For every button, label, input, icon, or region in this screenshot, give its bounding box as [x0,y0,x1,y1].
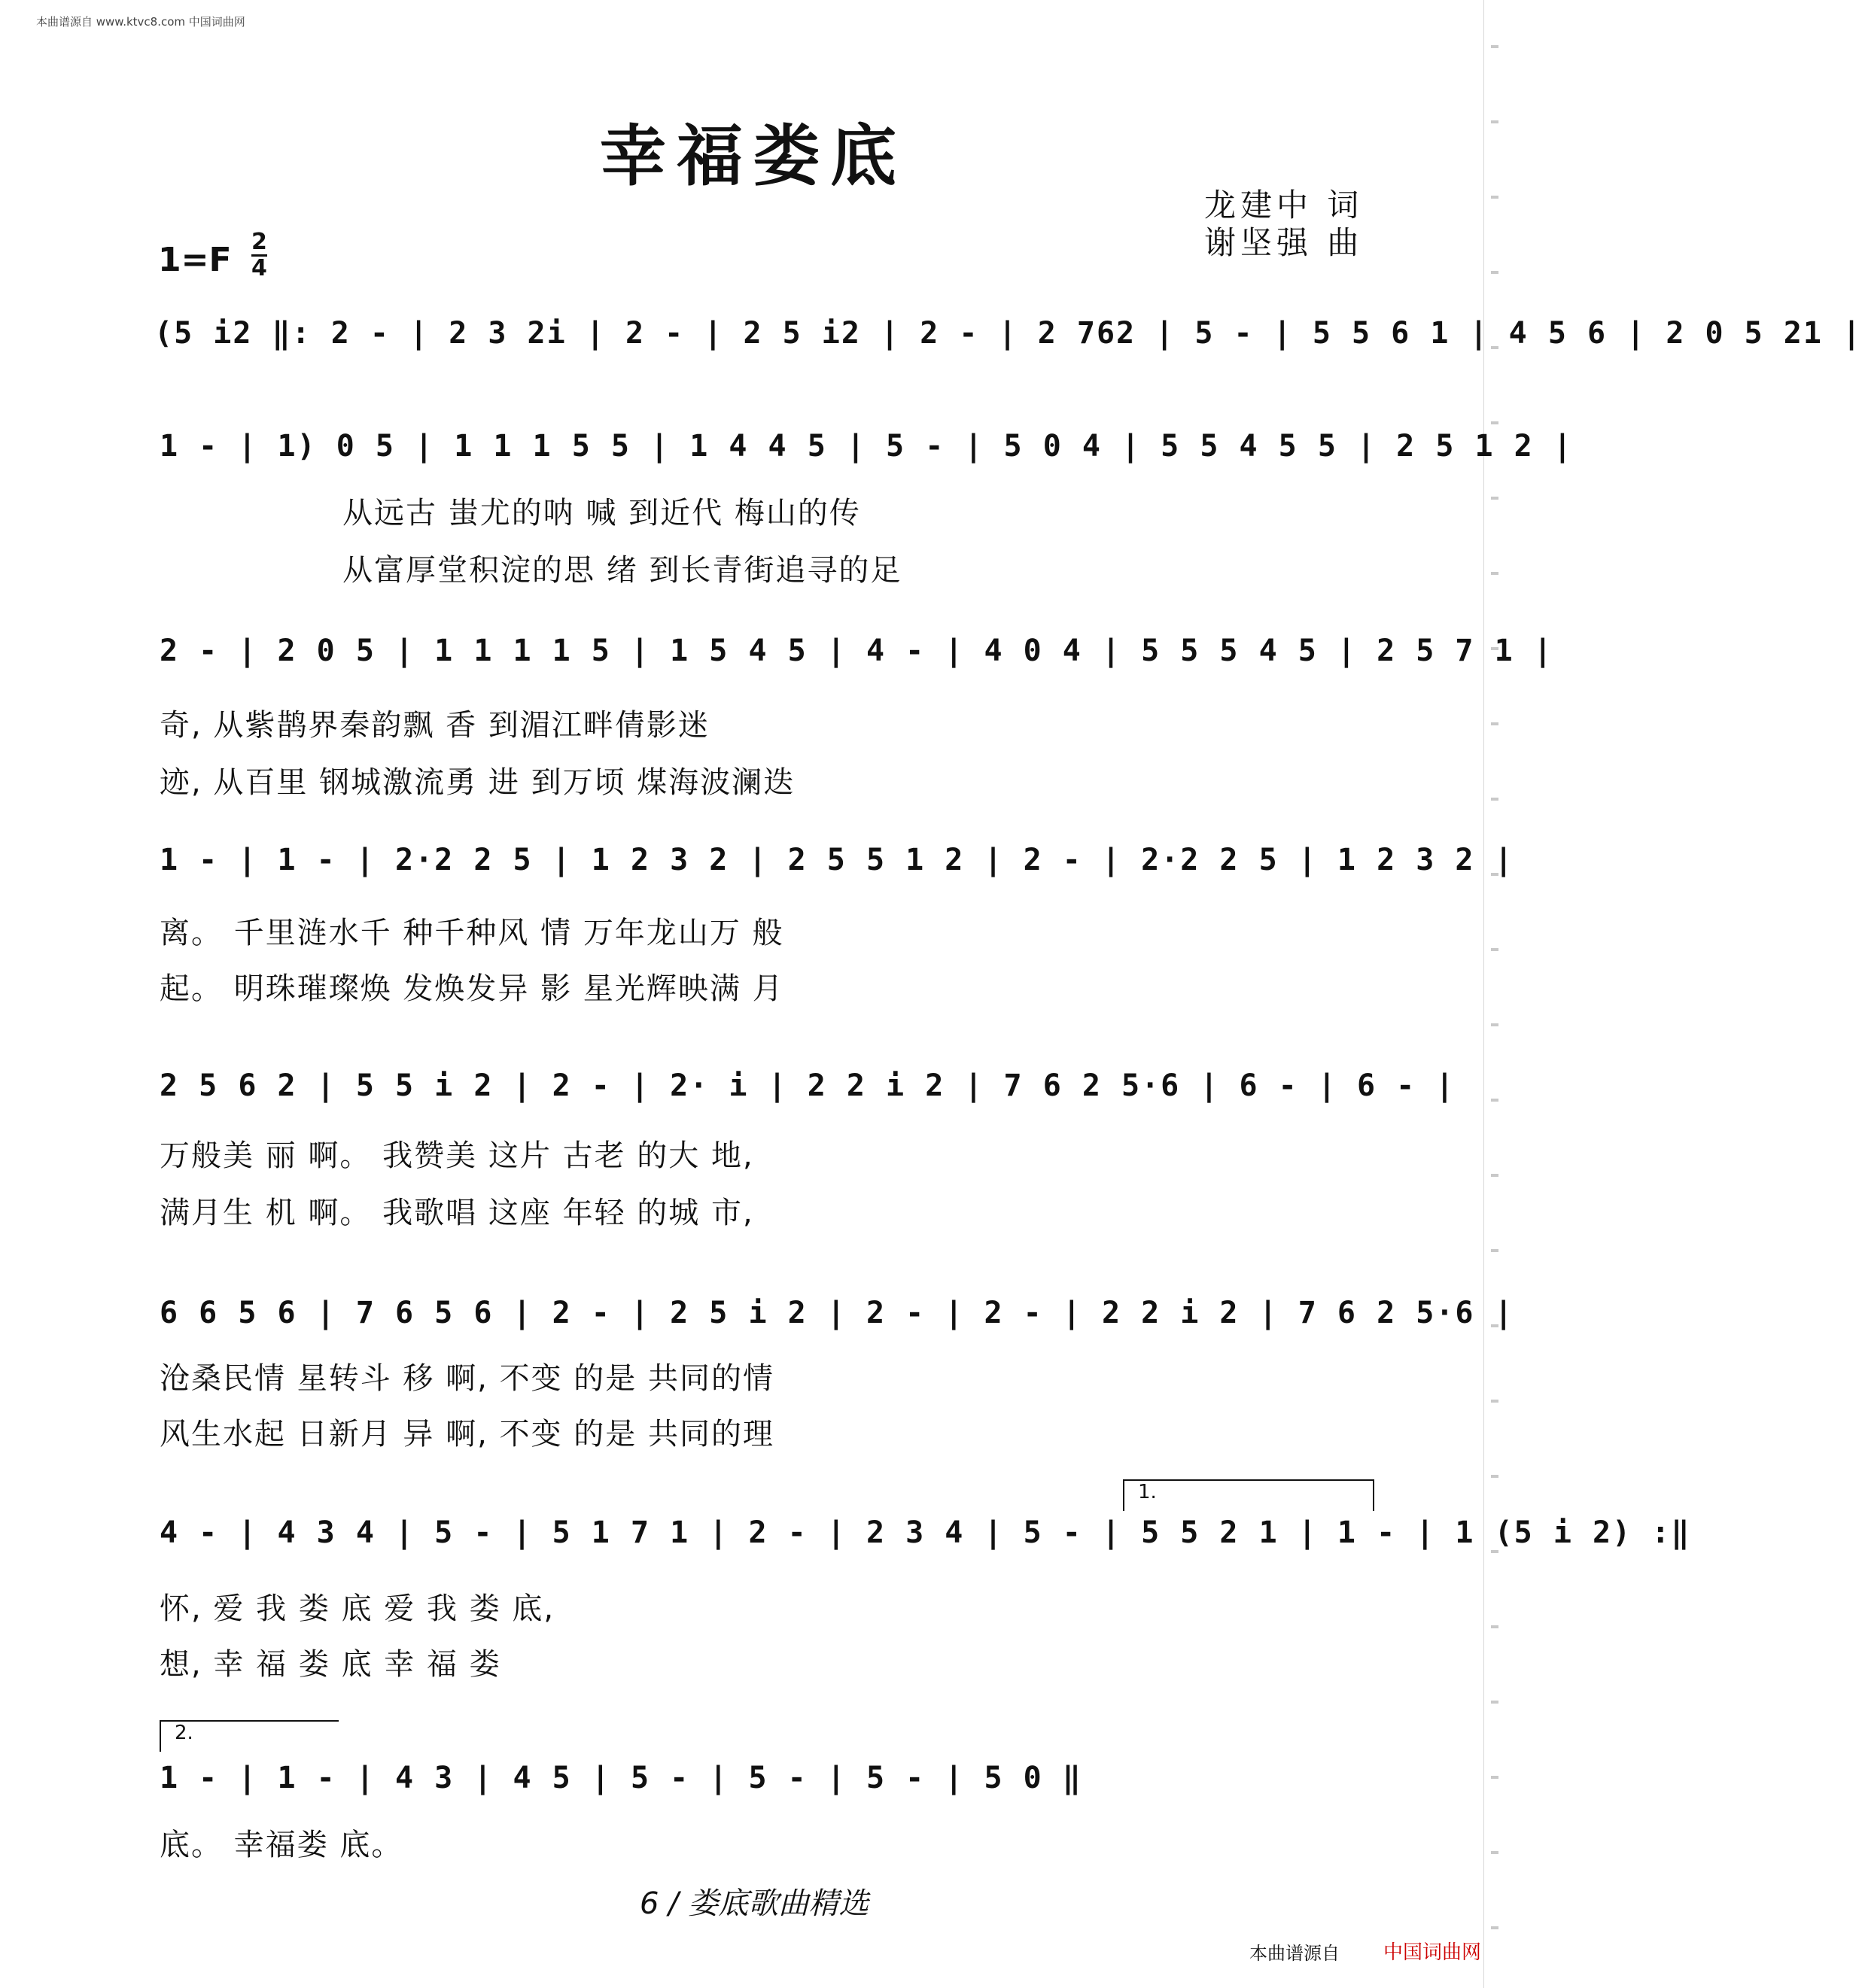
first-ending-bracket [1123,1479,1374,1511]
notation-row-4: 1 - | 1 - | 2·2 2 5 | 1 2 3 2 | 2 5 5 1 2 | 2 - | 2·2 2 5 | 1 2 3 2 | [160,843,1514,877]
lyricist-credit: 龙建中 词 [1204,187,1364,223]
notation-row-6: 6 6 5 6 | 7 6 5 6 | 2 - | 2 5 i 2 | 2 - | 2 - | 2 2 i 2 | 7 6 2 5·6 | [160,1296,1514,1330]
lyric-row-2-verse-2: 从富厚堂积淀的思 绪 到长青街追寻的足 [342,553,902,588]
lyric-row-6-verse-1: 沧桑民情 星转斗 移 啊, 不变 的是 共同的情 [160,1361,775,1396]
lyric-row-4-verse-1: 离。 千里涟水千 种千种风 情 万年龙山万 般 [160,916,784,950]
lyric-row-5-verse-2: 满月生 机 啊。 我歌唱 这座 年轻 的城 市, [160,1196,754,1230]
time-signature-numerator: 2 [251,229,267,255]
time-signature-denominator: 4 [251,255,267,281]
notation-row-7: 4 - | 4 3 4 | 5 - | 5 1 7 1 | 2 - | 2 3 4 | 5 - | 5 5 2 1 | 1 - | 1 (5 i 2) :‖ [160,1515,1691,1550]
time-signature [251,230,267,281]
lyric-row-3-verse-2: 迹, 从百里 钢城激流勇 进 到万顷 煤海波澜迭 [160,765,796,800]
notation-row-5: 2 5 6 2 | 5 5 i 2 | 2 - | 2· i | 2 2 i 2 | 7 6 2 5·6 | 6 - | 6 - | [160,1068,1456,1103]
lyric-row-4-verse-2: 起。 明珠璀璨焕 发焕发异 影 星光辉映满 月 [160,971,784,1006]
second-ending-label: 2. [175,1722,193,1744]
song-title: 幸福娄底 [599,117,907,195]
key-signature: 1=F [158,241,232,279]
lyric-row-2-verse-1: 从远古 蚩尤的呐 喊 到近代 梅山的传 [342,496,861,530]
second-ending-bracket [160,1720,339,1752]
lyric-row-7-verse-1: 怀, 爱 我 娄 底 爱 我 娄 底, [160,1591,555,1626]
lyric-row-7-verse-2: 想, 幸 福 娄 底 幸 福 娄 [160,1647,501,1682]
notation-row-2: 1 - | 1) 0 5 | 1 1 1 5 5 | 1 4 4 5 | 5 - | 5 0 4 | 5 5 4 5 5 | 2 5 1 2 | [160,429,1573,464]
lyric-row-5-verse-1: 万般美 丽 啊。 我赞美 这片 古老 的大 地, [160,1138,754,1173]
lyric-row-8-verse-1: 底。 幸福娄 底。 [160,1828,403,1862]
footer-brand-link[interactable]: 中国词曲网 [1383,1941,1482,1964]
notation-row-1: (5 i2 ‖: 2 - | 2 3 2i | 2 - | 2 5 i2 | 2 - | 2 762 | 5 - | 5 5 6 1 | 4 5 6 | 2 0 5 21 | [154,316,1862,351]
notation-row-8: 1 - | 1 - | 4 3 | 4 5 | 5 - | 5 - | 5 - | 5 0 ‖ [160,1761,1082,1795]
page-edge-strip [1483,0,1507,1988]
watermark-text: 本曲谱源自 www.ktvc8.com 中国词曲网 [36,15,245,29]
page-footer-title: 6 / 娄底歌曲精选 [640,1886,869,1921]
first-ending-label: 1. [1138,1481,1157,1503]
composer-credit: 谢坚强 曲 [1204,224,1364,261]
footer-source-text: 本曲谱源自 [1249,1943,1340,1964]
notation-row-3: 2 - | 2 0 5 | 1 1 1 1 5 | 1 5 4 5 | 4 - | 4 0 4 | 5 5 5 4 5 | 2 5 7 1 | [160,634,1553,668]
lyric-row-6-verse-2: 风生水起 日新月 异 啊, 不变 的是 共同的理 [160,1417,775,1451]
lyric-row-3-verse-1: 奇, 从紫鹊界秦韵飘 香 到湄江畔倩影迷 [160,708,710,743]
